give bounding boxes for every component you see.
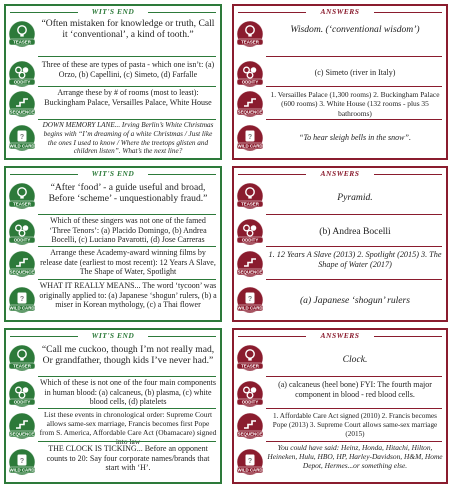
divider — [38, 246, 216, 247]
wildcard-icon — [8, 448, 36, 476]
sequence-icon — [236, 412, 264, 440]
svg-text:SEQUENCE: SEQUENCE — [9, 431, 35, 437]
sequence-answer: 1. 12 Years A Slave (2013) 2. Spotlight (2015) 3. The Shape of Water (2017) — [268, 250, 442, 269]
divider — [266, 86, 442, 87]
card-header: WIT'S END — [6, 6, 220, 18]
divider — [266, 56, 442, 57]
sequence-icon — [8, 90, 36, 118]
teaser-icon — [8, 182, 36, 210]
svg-text:ODDITY: ODDITY — [13, 79, 31, 85]
sequence-text: Arrange these by # of rooms (most to least): Buckingham Palace, Versailles Palace, White House — [44, 88, 212, 107]
wildcard-icon — [236, 124, 264, 152]
teaser-answer: Pyramid. — [337, 192, 373, 203]
wildcard-icon — [8, 286, 36, 314]
divider — [38, 214, 216, 215]
sequence-answer: 1. Affordable Care Act signed (2010) 2. Francis becomes Pope (2013) 3. Supreme Court allows same-sex marriage (2015) — [272, 412, 438, 438]
wildcard-badge — [236, 124, 264, 152]
oddity-icon — [236, 60, 264, 88]
wildcard-icon — [8, 124, 36, 152]
svg-text:TEASER: TEASER — [241, 39, 259, 45]
oddity-answer: (b) Andrea Bocelli — [319, 226, 391, 237]
divider — [266, 246, 442, 247]
sequence-badge — [236, 250, 264, 278]
wildcard-answer: (a) Japanese ‘shogun’ rulers — [299, 295, 411, 306]
sequence-badge — [8, 412, 36, 440]
oddity-icon — [8, 380, 36, 408]
sequence-badge — [236, 90, 264, 118]
svg-text:WILD CARD: WILD CARD — [9, 143, 35, 149]
oddity-icon — [8, 218, 36, 246]
teaser-badge — [8, 344, 36, 372]
teaser-icon — [236, 344, 264, 372]
svg-text:SEQUENCE: SEQUENCE — [9, 109, 35, 115]
svg-text:ODDITY: ODDITY — [13, 399, 31, 405]
oddity-text: Three of these are types of pasta - which one isn’t: (a) Orzo, (b) Capellini, (c) Simeto, (d) Farfalle — [41, 60, 215, 79]
svg-text:TEASER: TEASER — [13, 39, 31, 45]
sequence-badge — [236, 412, 264, 440]
answer-card-1 — [232, 4, 448, 160]
card-header: WIT'S END — [6, 330, 220, 342]
svg-text:?: ? — [247, 296, 253, 303]
wildcard-badge — [236, 448, 264, 476]
card-header: ANSWERS — [234, 168, 446, 180]
sequence-text: List these events in chronological order: Supreme Court allows same-sex marriage, Francis becomes first Pope from S. America, Affordable Care Act (Obamacare) signed — [39, 410, 217, 437]
sequence-answer: 1. Versailles Palace (1,300 rooms) 2. Buckingham Palace (600 rooms) 3. White House (132 rooms - plus 35 bathrooms) — [270, 90, 440, 118]
teaser-answer: Wisdom. (‘conventional wisdom’) — [290, 24, 420, 35]
svg-text:TEASER: TEASER — [241, 201, 259, 207]
svg-text:?: ? — [19, 134, 25, 141]
oddity-text: Which of these singers was not one of the famed ‘Three Tenors’: (a) Placido Domingo, (b) Andrea Bocelli, (c) Luciano Pavarotti, (d) Jose Carreras — [49, 216, 207, 245]
svg-text:WILD CARD: WILD CARD — [237, 143, 263, 149]
divider — [38, 279, 216, 280]
svg-text:SEQUENCE: SEQUENCE — [237, 431, 263, 437]
oddity-text: Which of these is not one of the four main components in human blood: (a) calcaneus, (b) plasma, (c) white blood cells, (d) platelets — [40, 378, 216, 407]
wildcard-text: WHAT IT REALLY MEANS... The word ‘tycoon’ was originally applied to: (a) Japanese ‘shogun’ rulers, (b) a miser in Korean mythology, (c) a Thai flower — [39, 281, 217, 310]
wildcard-icon — [236, 286, 264, 314]
svg-text:ODDITY: ODDITY — [241, 237, 259, 243]
svg-text:SEQUENCE: SEQUENCE — [237, 109, 263, 115]
svg-text:?: ? — [247, 134, 253, 141]
oddity-badge — [236, 60, 264, 88]
wildcard-badge — [8, 124, 36, 152]
teaser-icon — [8, 344, 36, 372]
svg-text:WILD CARD: WILD CARD — [9, 467, 35, 473]
divider — [266, 279, 442, 280]
oddity-badge — [8, 380, 36, 408]
divider — [38, 441, 216, 442]
teaser-icon — [8, 20, 36, 48]
oddity-badge — [8, 60, 36, 88]
svg-text:WILD CARD: WILD CARD — [237, 305, 263, 311]
oddity-icon — [236, 380, 264, 408]
divider — [38, 86, 216, 87]
divider — [266, 119, 442, 120]
sequence-icon — [236, 90, 264, 118]
svg-text:SEQUENCE: SEQUENCE — [237, 269, 263, 275]
teaser-badge — [236, 20, 264, 48]
svg-text:TEASER: TEASER — [13, 363, 31, 369]
teaser-badge — [8, 182, 36, 210]
teaser-badge — [236, 344, 264, 372]
teaser-badge — [8, 20, 36, 48]
sequence-icon — [8, 250, 36, 278]
svg-text:TEASER: TEASER — [13, 201, 31, 207]
teaser-icon — [236, 182, 264, 210]
svg-text:WILD CARD: WILD CARD — [237, 467, 263, 473]
teaser-icon — [236, 20, 264, 48]
svg-text:ODDITY: ODDITY — [13, 237, 31, 243]
teaser-text: “Call me cuckoo, though I’m not really mad, Or grandfather, though kids I’ve never had.” — [41, 344, 215, 366]
divider — [266, 214, 442, 215]
teaser-text: “Often mistaken for knowledge or truth, Call it ‘conventional’, a kind of tooth.” — [41, 18, 215, 40]
wildcard-text: DOWN MEMORY LANE... Irving Berlin’s White Christmas begins with “I’m dreaming of a white Christmas / Just like the ones I used to know / Where the treetops glisten and children listen”. What’s the next line? — [42, 121, 214, 156]
teaser-answer: Clock. — [342, 354, 368, 365]
sequence-icon — [236, 250, 264, 278]
wildcard-badge — [236, 286, 264, 314]
wildcard-icon — [236, 448, 264, 476]
wildcard-badge — [8, 448, 36, 476]
wildcard-answer: You could have said: Heinz, Honda, Hitachi, Hilton, Heineken, Hulu, HBO, HP, Harley-Davidson, H&M, Home Depot, Hermes...or something else. — [267, 443, 443, 470]
svg-text:WILD CARD: WILD CARD — [9, 305, 35, 311]
svg-text:ODDITY: ODDITY — [241, 399, 259, 405]
wildcard-badge — [8, 286, 36, 314]
question-card-2 — [4, 166, 222, 322]
oddity-badge — [8, 218, 36, 246]
divider — [266, 441, 442, 442]
wildcard-text: THE CLOCK IS TICKING... Before an opponent counts to 20: Say four corporate names/brands that start with ‘H’. — [46, 444, 210, 473]
oddity-answer: (c) Simeto (river in Italy) — [314, 68, 396, 77]
oddity-icon — [236, 218, 264, 246]
sequence-text: Arrange these Academy-award winning films by release date (earliest to most recent): 12 Years A Slave, The Shape of Water, Spotlight — [40, 248, 216, 277]
oddity-badge — [236, 380, 264, 408]
svg-text:TEASER: TEASER — [241, 363, 259, 369]
answer-card-3 — [232, 328, 448, 484]
svg-text:?: ? — [247, 458, 253, 465]
svg-text:SEQUENCE: SEQUENCE — [9, 269, 35, 275]
answer-card-2 — [232, 166, 448, 322]
card-header: ANSWERS — [234, 6, 446, 18]
teaser-badge — [236, 182, 264, 210]
teaser-text: “After ‘food’ - a guide useful and broad, Before ‘scheme’ - unquestionably fraud.” — [48, 182, 208, 204]
divider — [266, 408, 442, 409]
wildcard-answer: “To hear sleigh bells in the snow”. — [299, 133, 411, 142]
divider — [38, 119, 216, 120]
divider — [266, 376, 442, 377]
card-header: ANSWERS — [234, 330, 446, 342]
svg-text:ODDITY: ODDITY — [241, 79, 259, 85]
divider — [38, 56, 216, 57]
oddity-icon — [8, 60, 36, 88]
sequence-icon — [8, 412, 36, 440]
svg-text:?: ? — [19, 296, 25, 303]
question-card-3 — [4, 328, 222, 484]
svg-text:?: ? — [19, 458, 25, 465]
card-header: WIT'S END — [6, 168, 220, 180]
oddity-answer: (a) calcaneus (heel bone) FYI: The fourth major component in blood - red blood cells. — [278, 380, 432, 399]
divider — [38, 408, 216, 409]
sequence-badge — [8, 90, 36, 118]
oddity-badge — [236, 218, 264, 246]
question-card-1 — [4, 4, 222, 160]
divider — [38, 376, 216, 377]
sequence-badge — [8, 250, 36, 278]
